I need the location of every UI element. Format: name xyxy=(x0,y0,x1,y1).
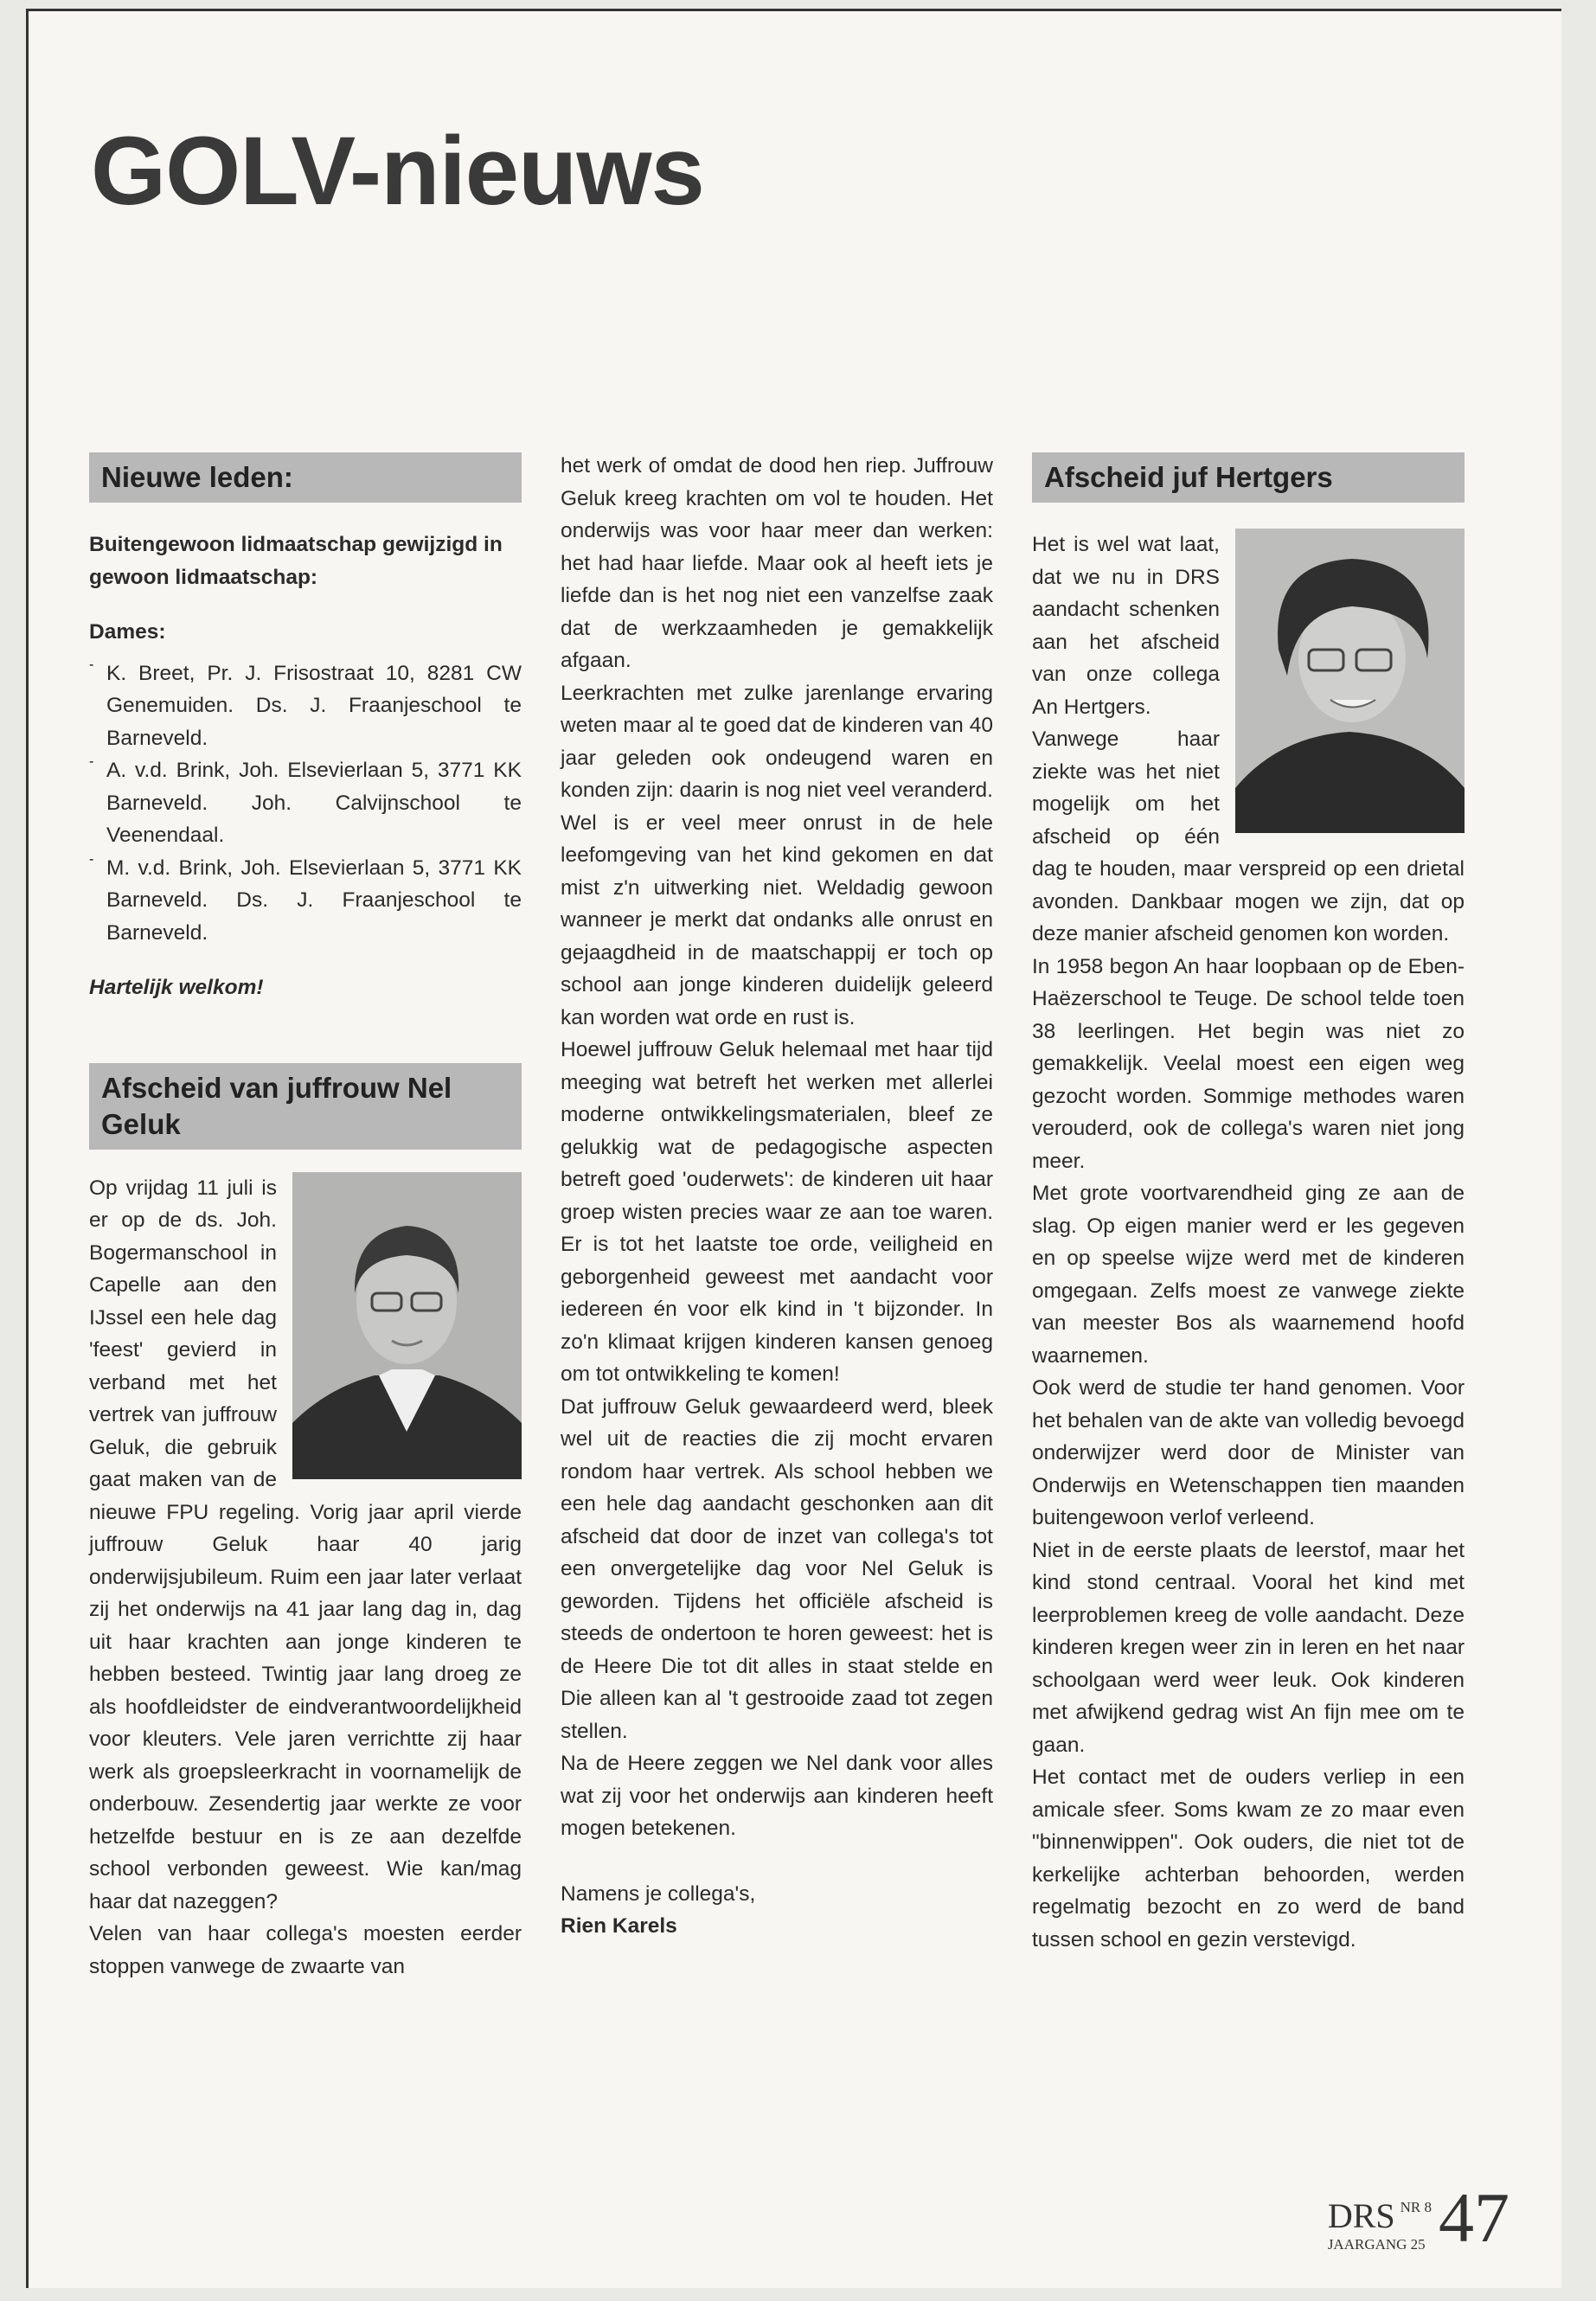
hertgers-paragraph: Het is wel wat laat, dat we nu in DRS aandacht schenken aan het afscheid van onze collega An Hertgers. xyxy=(1032,533,1220,719)
signature-name: Rien Karels xyxy=(561,1914,677,1938)
magazine-page xyxy=(26,9,1561,2288)
column-right xyxy=(1032,452,1465,1956)
page-footer xyxy=(1327,2178,1509,2257)
dames-label: Dames: xyxy=(89,620,166,644)
geluk-paragraph: Leerkrachten met zulke jarenlange ervaring weten maar al te goed dat de kinderen van 40 jaar geleden ook ondeugend waren en konden zijn: daarin is nog niet veel veranderd. Wel is er veel meer onrust in de hele leefomgeving van het kind gekomen en dat mist z'n uitwerking niet. Weldadig gewoon wanneer je merkt dat ondanks alle onrust en gejaagdheid in de maatschappij er toch op school aan jonge kinderen duidelijk geleerd kan worden wat orde en rust is. xyxy=(561,681,993,1029)
section-header-hertgers: Afscheid juf Hertgers xyxy=(1032,452,1465,503)
section-header-nieuwe-leden: Nieuwe leden: xyxy=(89,452,522,503)
member-item: - K. Breet, Pr. J. Frisostraat 10, 8281 CW Genemuiden. Ds. J. Fraanjeschool te Barneveld. xyxy=(89,657,522,755)
column-middle xyxy=(561,450,993,1943)
geluk-paragraph: Op vrijdag 11 juli is er op de ds. Joh. Bogermanschool in Capelle aan den IJssel een hele dag 'feest' gevierd in verband met het vertrek van juffrouw Geluk, die gebruik gaat maken van de nieuwe FPU regeling. Vorig jaar april vierde juffrouw Geluk haar 40 jarig onderwijsjubileum. Ruim een jaar later verlaat zij het onderwijs na 41 jaar lang dag in, dag uit haar krachten aan jonge kinderen te hebben besteed. Twintig jaar lang droeg ze als hoofdleidster de eindverantwoordelijkheid voor kleuters. Vele jaren verrichtte zij haar werk als groepsleerkracht in voornamelijk de onderbouw. Zesendertig jaar werkte ze voor hetzelfde bestuur en is ze aan dezelfde school verbonden geweest. Wie kan/mag haar dat nazeggen? xyxy=(89,1176,522,1913)
hertgers-paragraph: Met grote voortvarendheid ging ze aan de slag. Op eigen manier werd er les gegeven en op speelse wijze werd met de kinderen omgegaan. Zelfs moest ze vanwege ziekte van meester Bos als waarnemend hoofd waarnemen. xyxy=(1032,1182,1465,1368)
section-header-geluk: Afscheid van juffrouw Nel Geluk xyxy=(89,1063,522,1150)
member-item: - M. v.d. Brink, Joh. Elsevierlaan 5, 3771 KK Barneveld. Ds. J. Fraanjeschool te Barneveld. xyxy=(89,852,522,950)
welcome-text: Hartelijk welkom! xyxy=(89,976,264,999)
geluk-paragraph: Na de Heere zeggen we Nel dank voor alles wat zij voor het onderwijs aan kinderen heeft mogen betekenen. xyxy=(561,1752,993,1840)
hertgers-paragraph: Vanwege haar ziekte was het niet mogelijk om het afscheid op één dag te houden, maar verspreid op een drietal avonden. Dankbaar mogen we zijn, dat op deze manier afscheid genomen kon worden. xyxy=(1032,727,1465,945)
portrait-image xyxy=(1235,529,1465,833)
hertgers-paragraph: In 1958 begon An haar loopbaan op de Eben-Haëzerschool te Teuge. De school telde toen 38 leerlingen. Het begin was niet zo gemakkelijk. Veelal moest een eigen weg gezocht worden. Sommige methodes waren verouderd, ook de collega's waren niet jong meer. xyxy=(1032,954,1465,1173)
member-item: - A. v.d. Brink, Joh. Elsevierlaan 5, 3771 KK Barneveld. Joh. Calvijnschool te Veenendaal. xyxy=(89,754,522,852)
footer-issue: NR 8 xyxy=(1400,2199,1432,2215)
photo-nel-geluk xyxy=(292,1172,522,1479)
signature-prefix: Namens je collega's, xyxy=(561,1881,756,1906)
footer-magazine: DRS xyxy=(1327,2196,1395,2235)
geluk-paragraph: Velen van haar collega's moesten eerder stoppen vanwege de zwaarte van xyxy=(89,1922,522,1978)
membership-subheader: Buitengewoon lidmaatschap gewijzigd in gewoon lidmaatschap: xyxy=(89,533,503,589)
geluk-paragraph: het werk of omdat de dood hen riep. Juffrouw Geluk kreeg krachten om vol te houden. Het onderwijs was voor haar meer dan werken: het had haar liefde. Maar ook al heeft iets je liefde dan is het nog niet een vanzelfse zaak dat de werkzaamheden je gemakkelijk afgaan. xyxy=(561,454,993,672)
portrait-image xyxy=(292,1172,522,1479)
photo-an-hertgers xyxy=(1235,529,1465,833)
member-text: K. Breet, Pr. J. Frisostraat 10, 8281 CW Genemuiden. Ds. J. Fraanjeschool te Barneveld. xyxy=(106,661,522,750)
footer-volume: JAARGANG 25 xyxy=(1327,2236,1426,2253)
hertgers-paragraph: Ook werd de studie ter hand genomen. Voor het behalen van de akte van volledig bevoegd onderwijzer werd door de Minister van Onderwijs en Wetenschappen tien maanden buitengewoon verlof verleend. xyxy=(1032,1376,1465,1529)
member-text: M. v.d. Brink, Joh. Elsevierlaan 5, 3771 KK Barneveld. Ds. J. Fraanjeschool te Barneveld. xyxy=(106,856,522,945)
page-title: GOLV-nieuws xyxy=(91,117,704,225)
column-left xyxy=(89,452,522,1983)
page-number: 47 xyxy=(1439,2178,1509,2257)
geluk-paragraph: Dat juffrouw Geluk gewaardeerd werd, bleek wel uit de reacties die zij mocht ervaren rondom haar vertrek. Als school hebben we een hele dag aandacht geschonken aan dit afscheid dat door de inzet van collega's tot een onvergetelijke dag voor Nel Geluk is geworden. Tijdens het officiële afscheid is steeds de ondertoon te horen geweest: het is de Heere Die tot dit alles in staat stelde en Die alleen kan al 't gestrooide zaad tot zegen stellen. xyxy=(561,1394,993,1743)
member-text: A. v.d. Brink, Joh. Elsevierlaan 5, 3771 KK Barneveld. Joh. Calvijnschool te Veenendaal. xyxy=(106,759,522,847)
hertgers-paragraph: Het contact met de ouders verliep in een amicale sfeer. Soms kwam ze zo maar even "binnenwippen". Ook ouders, die niet tot de kerkelijke achterban behoorden, werden regelmatig bezocht en zo werd de band tussen school en gezin verstevigd. xyxy=(1032,1766,1465,1952)
geluk-paragraph: Hoewel juffrouw Geluk helemaal met haar tijd meeging wat betreft het werken met allerlei moderne ontwikkelingsmaterialen, bleef ze gelukkig wat de pedagogische aspecten betreft goed 'ouderwets': de kinderen uit haar groep wisten precies waar ze aan toe waren. Er is tot het laatste toe orde, veiligheid en geborgenheid geweest met aandacht voor iedereen én voor elk kind in 't bijzonder. In zo'n klimaat krijgen kinderen kansen genoeg om tot ontwikkeling te komen! xyxy=(561,1038,993,1386)
hertgers-paragraph: Niet in de eerste plaats de leerstof, maar het kind stond centraal. Vooral het kind met leerproblemen kreeg de volle aandacht. Deze kinderen kregen weer zin in leren en het naar schoolgaan werd weer leuk. Ook kinderen met afwijkend gedrag wist An fijn mee om te gaan. xyxy=(1032,1538,1465,1757)
